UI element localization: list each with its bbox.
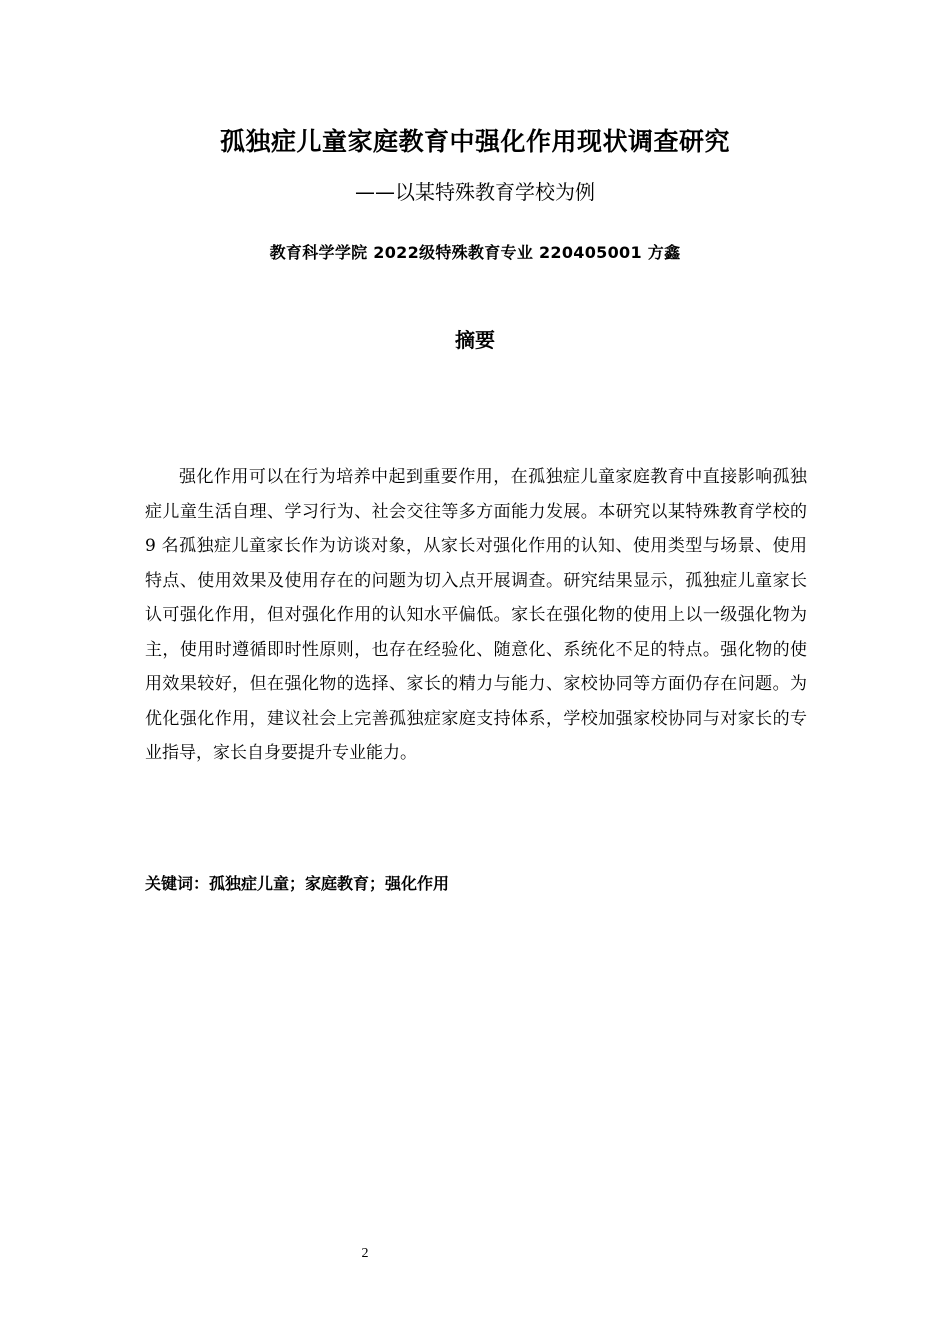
paper-subtitle: ——以某特殊教育学校为例 [355,180,595,204]
keywords-line: 关键词：孤独症儿童；家庭教育；强化作用 [145,874,450,893]
author-line: 教育科学学院 2022级特殊教育专业 220405001 方鑫 [269,243,681,262]
abstract-heading: 摘要 [455,328,495,352]
abstract-body: 强化作用可以在行为培养中起到重要作用，在孤独症儿童家庭教育中直接影响孤独症儿童生活自理、学习行为、社会交往等多方面能力发展。本研究以某特殊教育学校的 9 名孤独症儿童家长作为访谈对象，从家长对强化作用的认知、使用类型与场景、使用特点、使用效果及使用存在的问题为切入点开展调查。研究结果显示，孤独症儿童家长认可强化作用，但对强化作用的认知水平偏低。家长在强化物的使用上以一级强化物为主，使用时遵循即时性原则，也存在经验化、随意化、系统化不足的特点。强化物的使用效果较好，但在强化物的选择、家长的精力与能力、家校协同等方面仍存在问题。为优化强化作用，建议社会上完善孤独症家庭支持体系，学校加强家校协同与对家长的专业指导，家长自身要提升专业能力。 [145,467,807,763]
paper-title: 孤独症儿童家庭教育中强化作用现状调查研究 [219,127,730,156]
page-number: 2 [361,1246,369,1261]
